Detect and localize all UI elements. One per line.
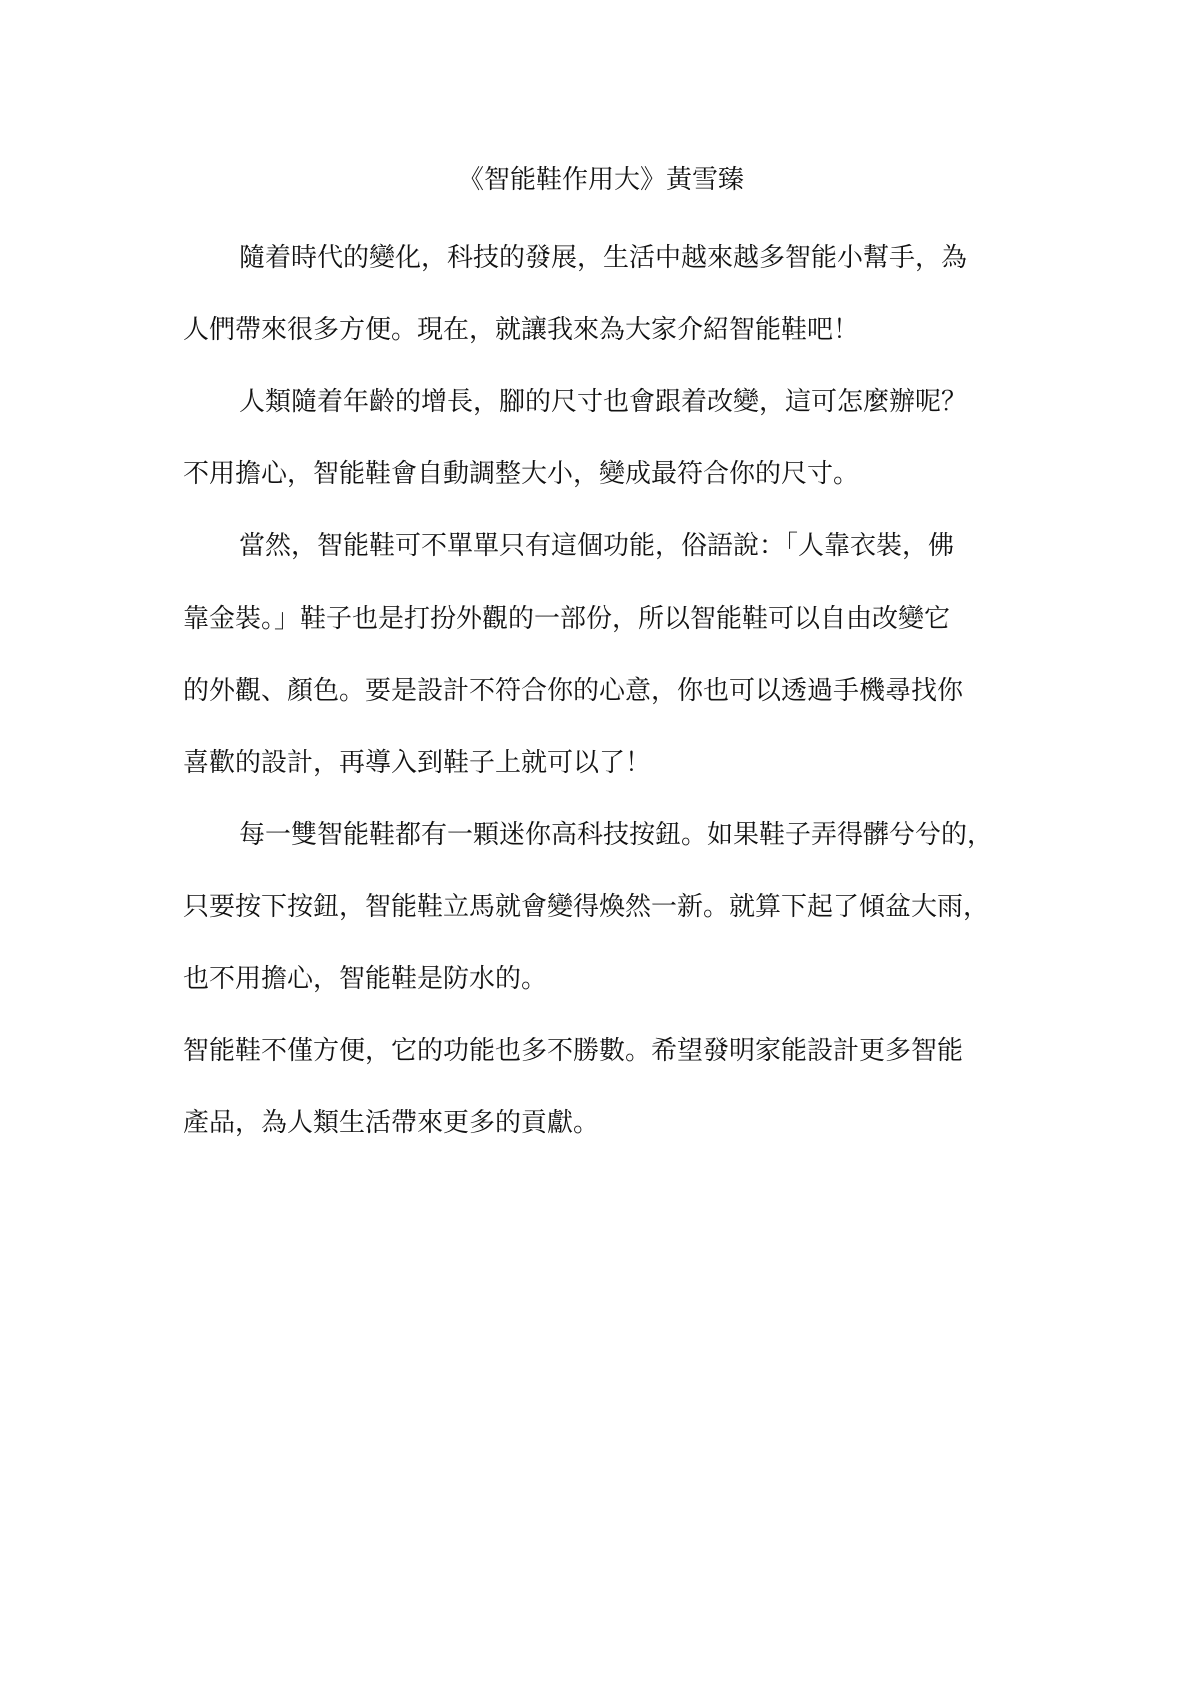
paragraph-1-line-1: 隨着時代的變化，科技的發展，生活中越來越多智能小幫手，為 — [239, 243, 968, 273]
paragraph-2-line-1: 人類隨着年齡的增長，腳的尺寸也會跟着改變，這可怎麼辦呢？ — [239, 387, 968, 417]
paragraph-3-line-4: 喜歡的設計，再導入到鞋子上就可以了！ — [183, 748, 652, 778]
paragraph-1-line-2: 人們帶來很多方便。現在，就讓我來為大家介紹智能鞋吧！ — [183, 315, 860, 345]
document-title: 《智能鞋作用大》黃雪臻 — [457, 165, 744, 195]
paragraph-5-line-1: 智能鞋不僅方便，它的功能也多不勝數。希望發明家能設計更多智能 — [183, 1036, 964, 1066]
paragraph-4-line-2: 只要按下按鈕，智能鞋立馬就會變得煥然一新。就算下起了傾盆大雨， — [183, 892, 990, 922]
paragraph-3-line-1: 當然，智能鞋可不單單只有這個功能，俗語說：「人靠衣裝，佛 — [239, 531, 955, 561]
paragraph-4-line-3: 也不用擔心，智能鞋是防水的。 — [183, 964, 548, 994]
paragraph-5-line-2: 產品，為人類生活帶來更多的貢獻。 — [183, 1108, 600, 1138]
paragraph-3-line-2: 靠金裝。」鞋子也是打扮外觀的一部份，所以智能鞋可以自由改變它 — [183, 604, 951, 634]
paragraph-3-line-3: 的外觀、顏色。要是設計不符合你的心意，你也可以透過手機尋找你 — [183, 676, 964, 706]
paragraph-2-line-2: 不用擔心，智能鞋會自動調整大小，變成最符合你的尺寸。 — [183, 459, 860, 489]
paragraph-4-line-1: 每一雙智能鞋都有一顆迷你高科技按鈕。如果鞋子弄得髒兮兮的， — [239, 820, 994, 850]
